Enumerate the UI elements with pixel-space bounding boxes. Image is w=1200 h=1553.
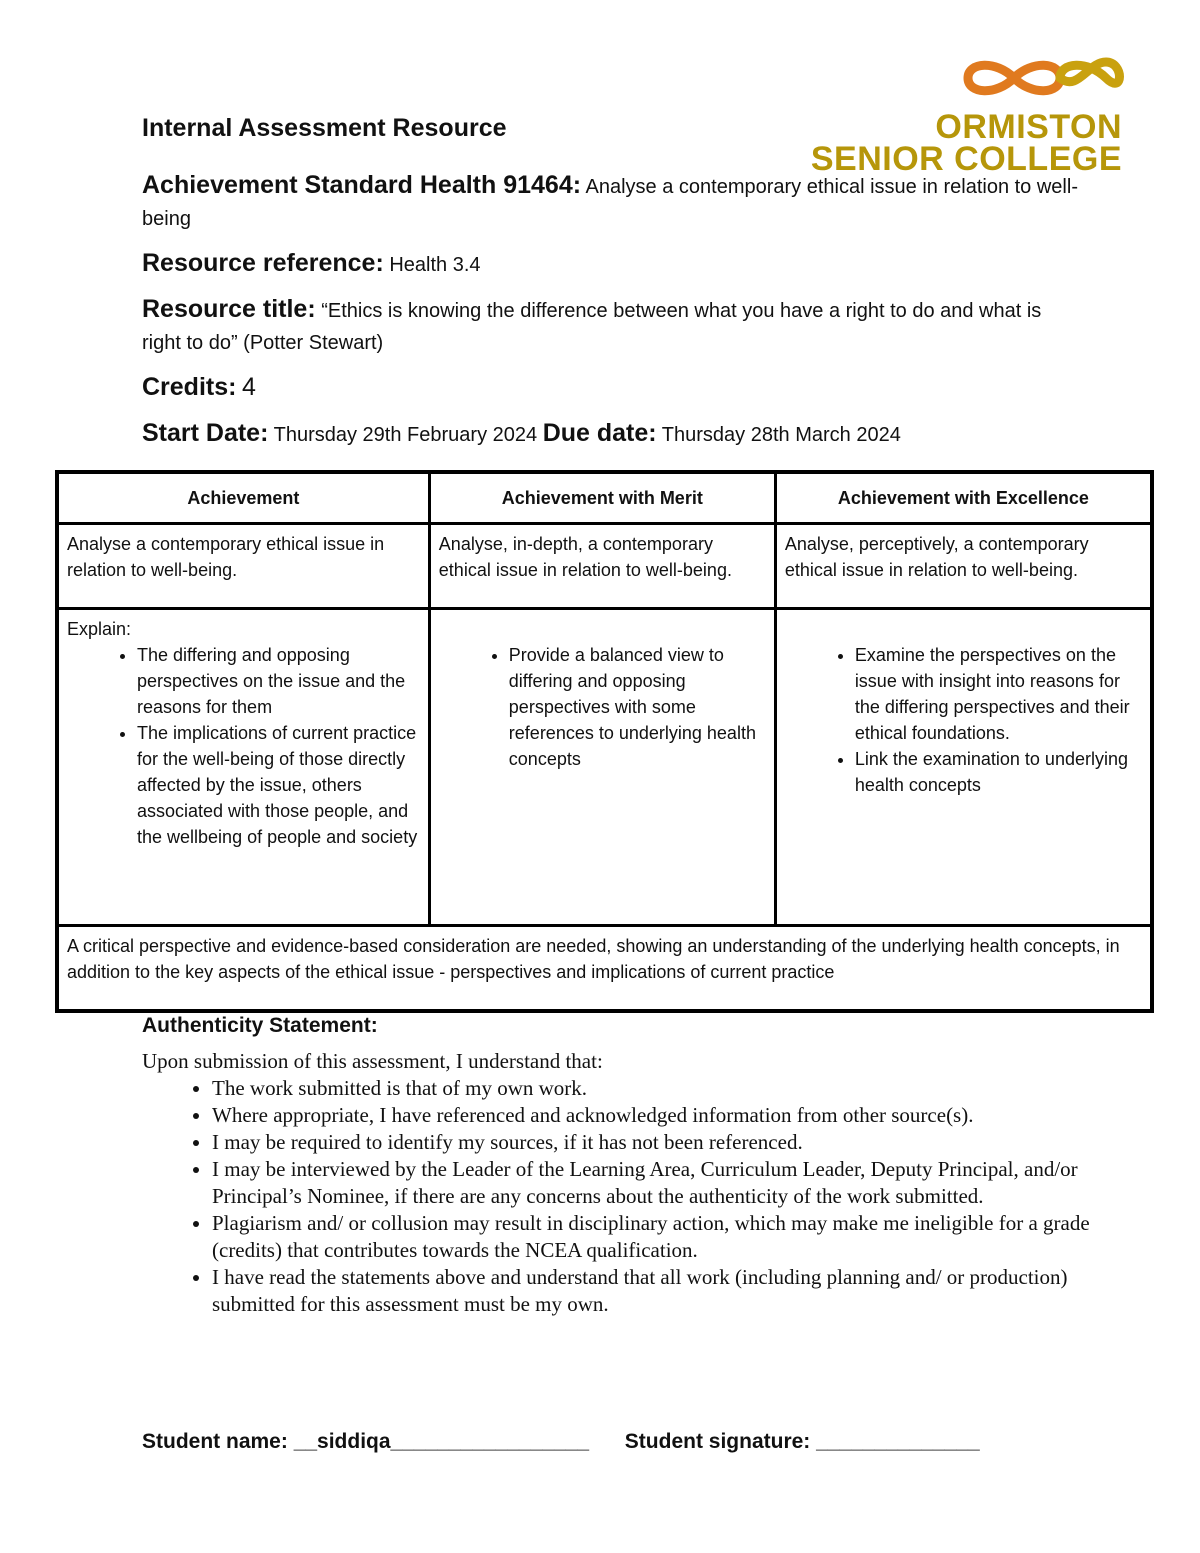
document-header (142, 114, 1082, 463)
list-item: • I may be required to identify my sources, if it has not been referenced. (212, 1129, 1102, 1156)
rubric-header-row (57, 472, 1152, 524)
reference-value: Health 3.4 (389, 254, 481, 276)
infinity-loop-icon (960, 52, 1130, 104)
rubric-explain-row (57, 609, 1152, 926)
reference-line (142, 247, 1082, 281)
page-title: Internal Assessment Resource (142, 114, 507, 142)
standard-value: Analyse a contemporary ethical issue in relation to well-being (142, 176, 1078, 230)
desc-excellence: Analyse, perceptively, a contemporary ethical issue in relation to well-being. (775, 524, 1152, 609)
authenticity-title: Authenticity Statement: (142, 1014, 378, 1037)
list-item: • Provide a balanced view to differing and opposing perspectives with some references to underlying health concepts (509, 642, 766, 772)
dates-line (142, 417, 1082, 451)
student-name-field[interactable]: __siddiqa_________________ (293, 1430, 590, 1453)
desc-merit: Analyse, in-depth, a contemporary ethical issue in relation to well-being. (429, 524, 775, 609)
explain-merit (429, 609, 775, 926)
logo-line-2: SENIOR COLLEGE (810, 140, 1122, 178)
rubric-note: A critical perspective and evidence-based consideration are needed, showing an understanding of the underlying health concepts, in addition to the key aspects of the ethical issue - perspectives and implications of current practice (57, 926, 1152, 1012)
due-date-value: Thursday 28th March 2024 (661, 424, 901, 446)
list-item: • The work submitted is that of my own work. (212, 1075, 1102, 1102)
desc-achievement: Analyse a contemporary ethical issue in relation to well-being. (57, 524, 429, 609)
explain-excellence (775, 609, 1152, 926)
list-item: • Link the examination to underlying health concepts (855, 746, 1142, 798)
list-item: • I may be interviewed by the Leader of the Learning Area, Curriculum Leader, Deputy Principal, and/or Principal’s Nominee, if there are any concerns about the authenticity of the work submitted. (212, 1156, 1102, 1210)
due-date-label: Due date: (542, 419, 657, 447)
standard-line (142, 169, 1082, 235)
resource-title-label: Resource title: (142, 295, 316, 323)
logo-line-1: ORMISTON (935, 108, 1122, 146)
resource-title-value: “Ethics is knowing the difference between what you have a right to do and what is right to do” (Potter Stewart) (142, 300, 1042, 354)
student-signature-field[interactable]: ______________ (816, 1430, 980, 1453)
authenticity-list (142, 1075, 1102, 1318)
rubric-note-row (57, 926, 1152, 1012)
list-item: • Where appropriate, I have referenced and acknowledged information from other source(s). (212, 1102, 1102, 1129)
authenticity-intro: Upon submission of this assessment, I understand that: (142, 1049, 603, 1073)
list-item: • The differing and opposing perspectives on the issue and the reasons for them (137, 642, 420, 720)
credits-label: Credits: (142, 373, 237, 401)
credits-value: 4 (242, 373, 256, 401)
explain-label: Explain: (67, 619, 132, 639)
signature-line (142, 1430, 980, 1454)
list-item: • Plagiarism and/ or collusion may result in disciplinary action, which may make me ineligible for a grade (credits) that contributes towards the NCEA qualification. (212, 1210, 1102, 1264)
reference-label: Resource reference: (142, 249, 384, 277)
start-date-label: Start Date: (142, 419, 269, 447)
achievement-list (67, 642, 420, 850)
merit-list (439, 642, 766, 772)
student-name-label: Student name: (142, 1430, 288, 1453)
explain-achievement (57, 609, 429, 926)
resource-title-line (142, 293, 1082, 359)
student-signature-label: Student signature: (624, 1430, 811, 1453)
list-item: • Examine the perspectives on the issue with insight into reasons for the differing perspectives and their ethical foundations. (855, 642, 1142, 746)
authenticity-section (142, 1014, 1102, 1318)
header-achievement: Achievement (57, 472, 429, 524)
rubric-description-row (57, 524, 1152, 609)
header-excellence: Achievement with Excellence (775, 472, 1152, 524)
standard-label: Achievement Standard Health 91464: (142, 171, 582, 199)
list-item: • I have read the statements above and understand that all work (including planning and/ or production) submitted for this assessment must be my own. (212, 1264, 1102, 1318)
list-item: • The implications of current practice for the well-being of those directly affected by the issue, others associated with those people, and the wellbeing of people and society (137, 720, 420, 850)
header-merit: Achievement with Merit (429, 472, 775, 524)
rubric-table (55, 470, 1154, 1013)
start-date-value: Thursday 29th February 2024 (273, 424, 538, 446)
excellence-list (785, 642, 1142, 798)
credits-line (142, 371, 1082, 405)
